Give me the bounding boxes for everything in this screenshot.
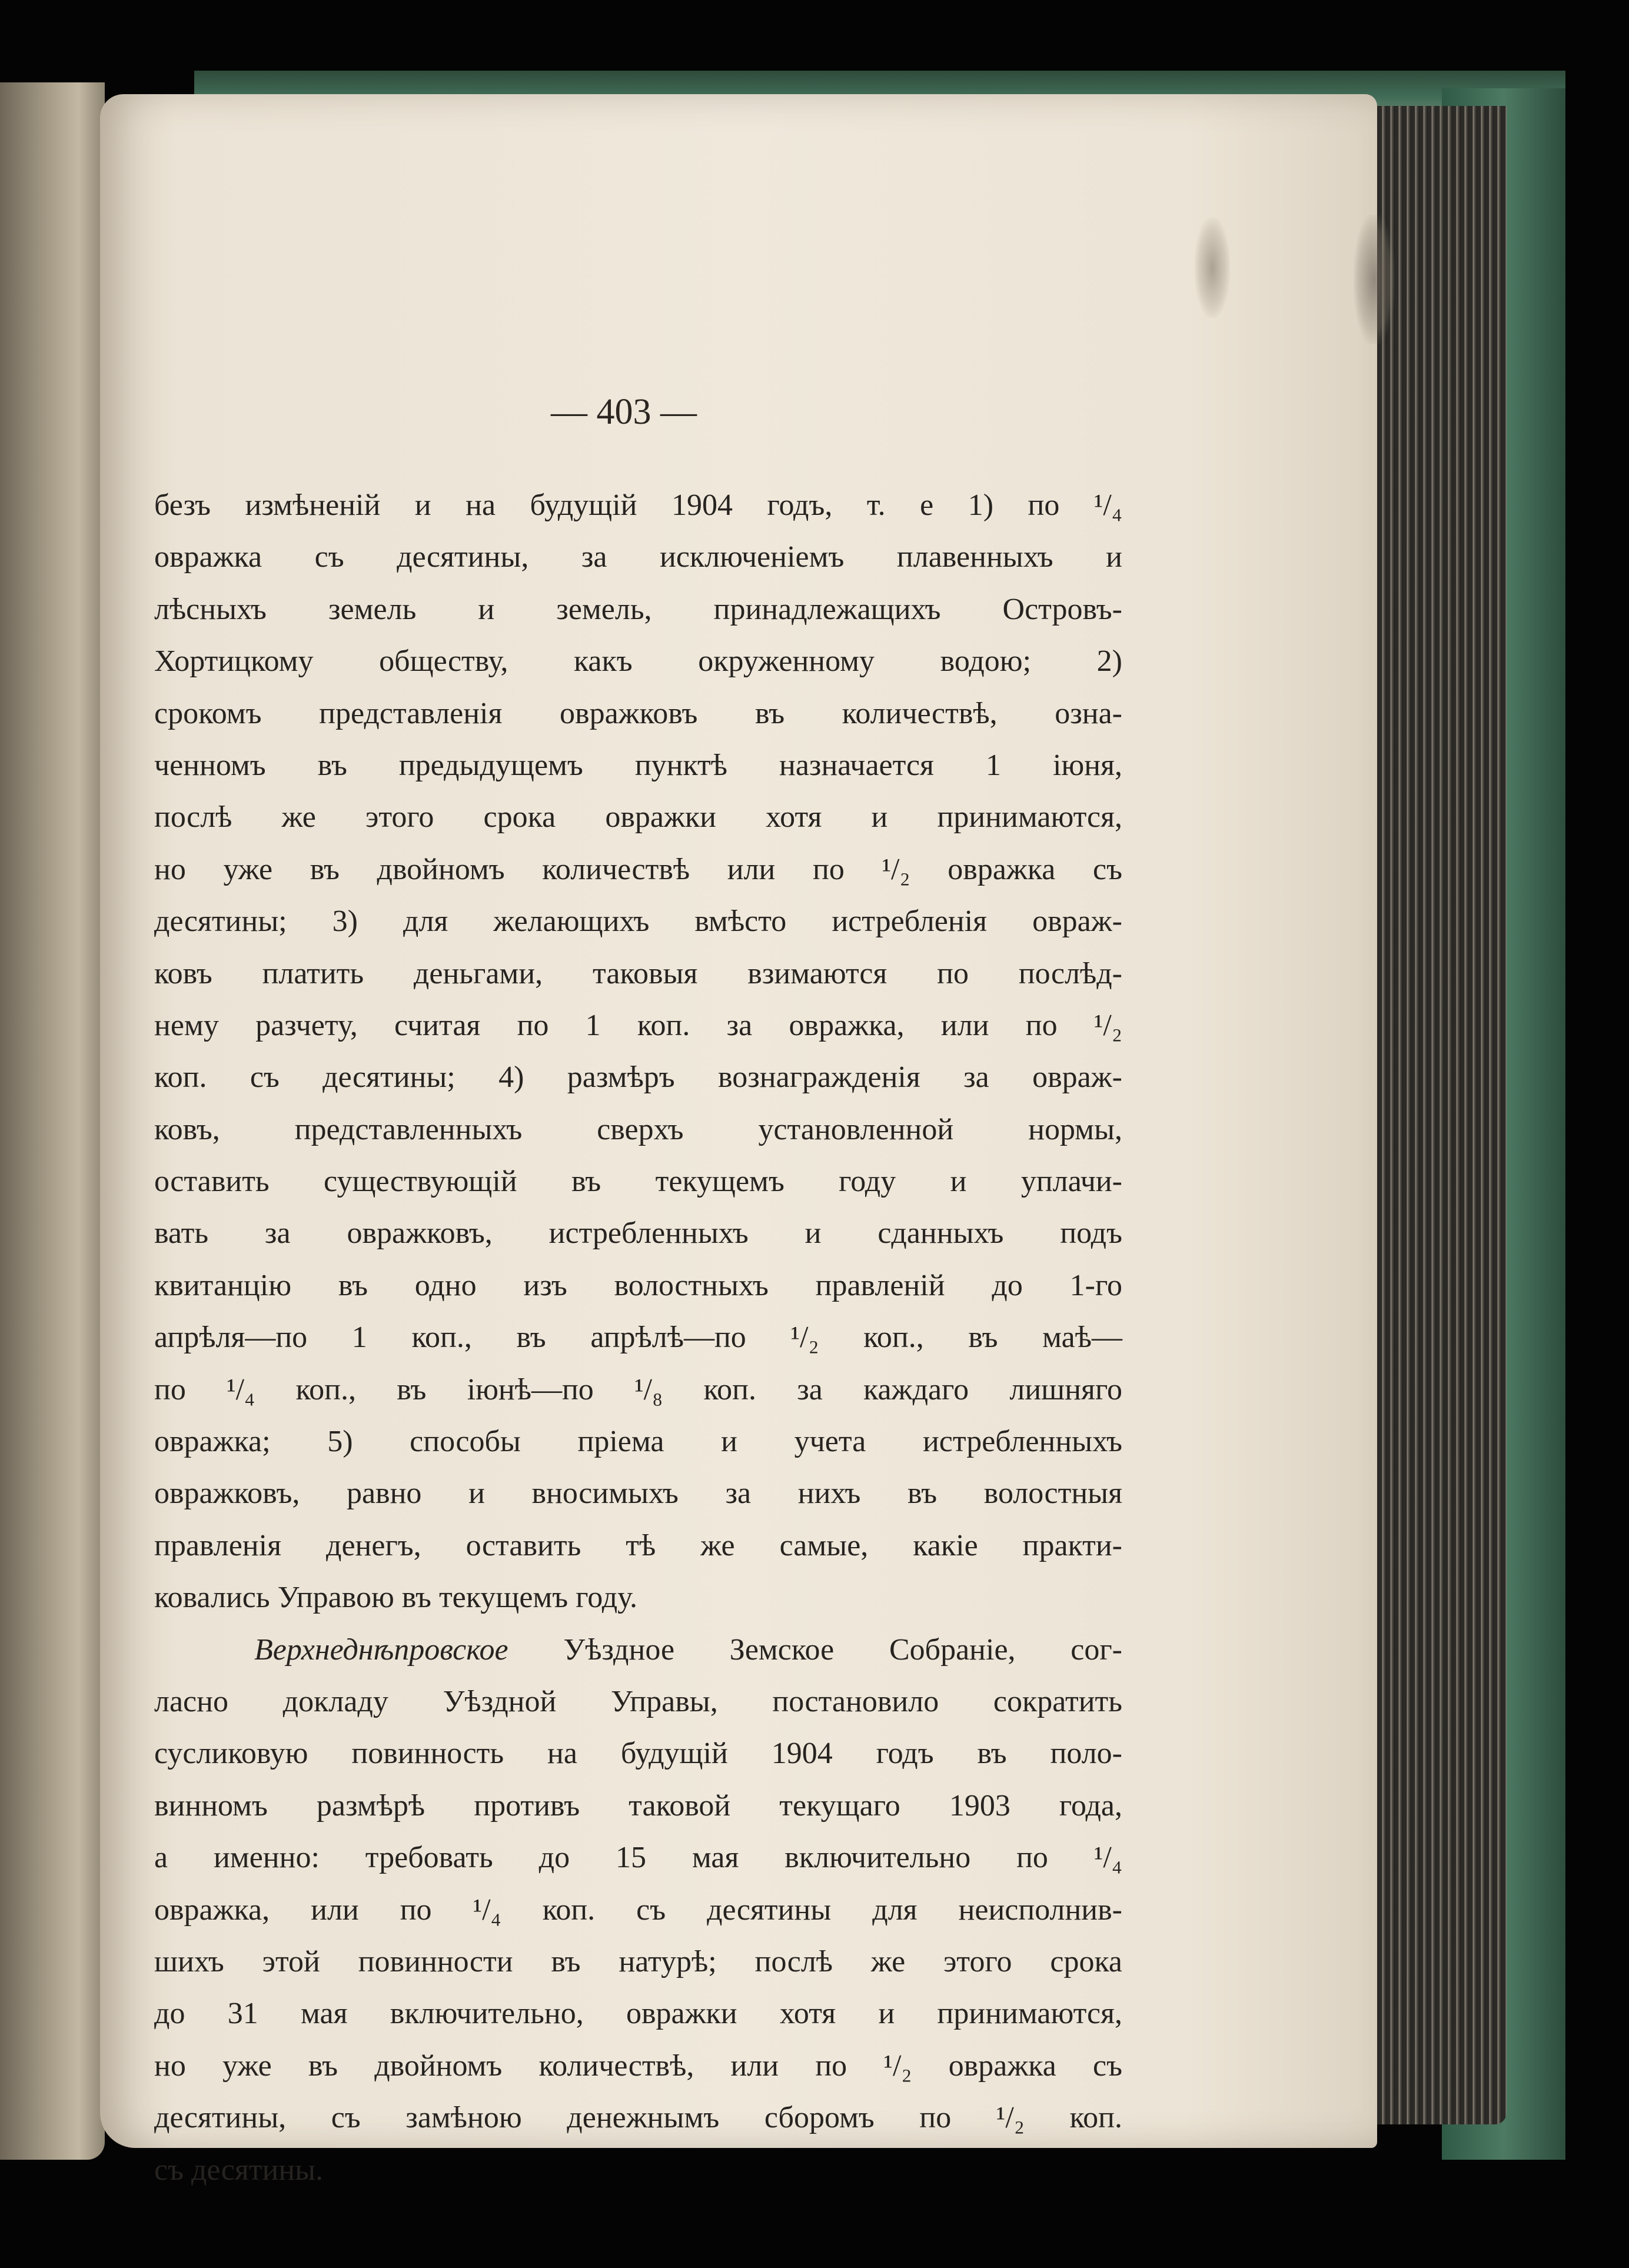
text-line: винномъ размѣрѣ противъ таковой текущаго 1903 года, [154, 1788, 1122, 1823]
text-line: овражка съ десятины, за исключеніемъ плавенныхъ и [154, 540, 1122, 574]
text-line: овражка, или по ¹/₄ коп. съ десятины для неисполнив- [154, 1893, 1122, 1927]
ink-stain [1195, 218, 1230, 318]
text-line: десятины, съ замѣною денежнымъ сборомъ по ¹/₂ коп. [154, 2101, 1122, 2135]
text-line: но уже въ двойномъ количествѣ, или по ¹/₂ овражка съ [154, 2048, 1122, 2083]
text-line: ковались Управою въ текущемъ году. [154, 1581, 637, 1615]
text-line: а именно: требовать до 15 мая включительно по ¹/₄ [154, 1841, 1122, 1875]
text-line: съ десятины. [154, 2153, 324, 2187]
text-line: десятины; 3) для желающихъ вмѣсто истребленія овраж- [154, 904, 1122, 939]
text-line: овражковъ, равно и вносимыхъ за нихъ въ волостныя [154, 1476, 1122, 1511]
text-line: но уже въ двойномъ количествѣ или по ¹/₂ овражка съ [154, 852, 1122, 886]
previous-page-edge [0, 82, 105, 2160]
text-line: лѣсныхъ земель и земель, принадлежащихъ Островъ- [154, 592, 1122, 626]
text-line: послѣ же этого срока овражки хотя и принимаются, [154, 800, 1122, 834]
page-number: — 403 — [551, 392, 697, 432]
text-line: Хортицкому обществу, какъ окруженному водою; 2) [154, 644, 1122, 679]
text-line: ченномъ въ предыдущемъ пунктѣ назначается 1 іюня, [154, 748, 1122, 782]
text-line: по ¹/₄ коп., въ іюнѣ—по ¹/₈ коп. за каждаго лишняго [154, 1372, 1122, 1406]
text-line: коп. съ десятины; 4) размѣръ вознагражденія за овраж- [154, 1060, 1122, 1095]
text-line: сусликовую повинность на будущій 1904 годъ въ поло- [154, 1737, 1122, 1771]
text-line: ковъ платить деньгами, таковыя взимаются по послѣд- [154, 956, 1122, 990]
text-line: нему разчету, считая по 1 коп. за овражка, или по ¹/₂ [154, 1008, 1122, 1042]
text-line: овражка; 5) способы пріема и учета истребленныхъ [154, 1425, 1122, 1459]
text-line: вать за овражковъ, истребленныхъ и сданныхъ подъ [154, 1216, 1122, 1251]
text-line: шихъ этой повинности въ натурѣ; послѣ же этого срока [154, 1944, 1122, 1978]
text-line: срокомъ представленія овражковъ въ количествѣ, озна- [154, 696, 1122, 730]
text-line: безъ измѣненій и на будущій 1904 годъ, т. е 1) по ¹/₄ [154, 488, 1122, 522]
district-name: Верхнеднѣпровское [254, 1632, 508, 1667]
book-page [100, 94, 1377, 2187]
text-line: правленія денегъ, оставить тѣ же самые, какіе практи- [154, 1528, 1122, 1562]
text-line: ковъ, представленныхъ сверхъ установленной нормы, [154, 1112, 1122, 1146]
text-line: до 31 мая включительно, овражки хотя и принимаются, [154, 1997, 1122, 2031]
text-line: Верхнеднѣпровское Уѣздное Земское Собраніе, сог- [254, 1632, 1122, 1667]
text-line: ласно докладу Уѣздной Управы, постановило сократить [154, 1684, 1122, 1718]
text-line: апрѣля—по 1 коп., въ апрѣлѣ—по ¹/₂ коп., въ маѣ— [154, 1321, 1122, 1355]
ink-stain [1354, 215, 1395, 344]
text-line: оставить существующій въ текущемъ году и уплачи- [154, 1165, 1122, 1199]
text-line: квитанцію въ одно изъ волостныхъ правленій до 1-го [154, 1268, 1122, 1302]
page-text [154, 480, 1122, 2196]
